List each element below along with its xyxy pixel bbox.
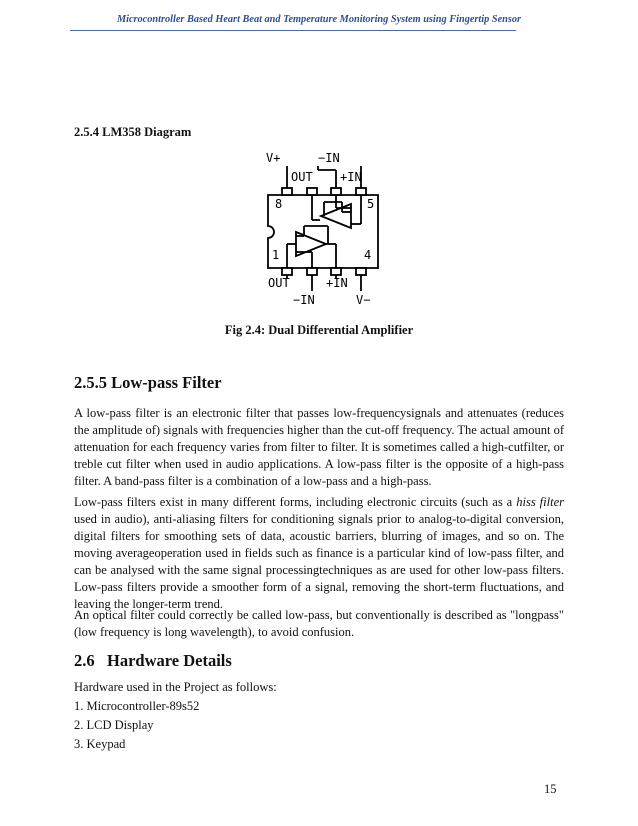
paragraph-text: used in audio), anti-aliasing filters for conditioning signals prior to analog-to-digital conversion, digital filters for smoothing sets of data, acoustic barriers, blurring of images, and so on. The moving averageoperation used in fields such as finance is a particular kind of low-pass filter, and can be analysed with the same signal processingtechniques as are used for other low-pass filters. Low-pass filters provide a smoother form of a signal, removing the short-term fluctuations, and leaving the longer-term trend. — [74, 512, 564, 611]
page-number: 15 — [544, 782, 557, 796]
hardware-list-item: 3. Keypad — [74, 737, 126, 751]
section-heading-lm358: 2.5.4 LM358 Diagram — [74, 125, 192, 139]
emphasis-hiss-filter: hiss filter — [516, 495, 564, 509]
pin-label-out-top: OUT — [291, 170, 313, 184]
section-heading-hardware: 2.6 Hardware Details — [74, 651, 232, 670]
pin-label-minus-in-bottom: −IN — [293, 293, 315, 307]
paragraph-optical-filter: An optical filter could correctly be called low-pass, but conventionally is described as "longpass" (low frequency is long wavelength), to avoid confusion. — [74, 608, 564, 639]
section-heading-low-pass: 2.5.5 Low-pass Filter — [74, 373, 222, 392]
hardware-list-item: 2. LCD Display — [74, 718, 154, 732]
hardware-list-item: 1. Microcontroller-89s52 — [74, 699, 200, 713]
pin-number-5: 5 — [367, 197, 375, 211]
pin-number-8: 8 — [275, 197, 283, 211]
pin-label-out-bottom: OUT — [268, 276, 290, 290]
paragraph-low-pass-forms — [74, 494, 564, 613]
lm358-pinout-diagram — [258, 148, 388, 308]
pin-number-4: 4 — [364, 248, 372, 262]
pin-label-plus-in-bottom: +IN — [326, 276, 348, 290]
paragraph-low-pass-definition: A low-pass filter is an electronic filter that passes low-frequencysignals and attenuates (reduces the amplitude of) signals with frequencies higher than the cut-off frequency. The actual amount of attenuation for each frequency varies from filter to filter. It is sometimes called a high-cutfilter, or treble cut filter when used in audio applications. A low-pass filter is the opposite of a high-pass filter. A band-pass filter is a combination of a low-pass and a high-pass. — [74, 406, 564, 488]
hardware-intro: Hardware used in the Project as follows: — [74, 680, 277, 694]
pin-label-vplus: V+ — [266, 151, 281, 165]
pin-number-1: 1 — [272, 248, 280, 262]
running-header: Microcontroller Based Heart Beat and Temperature Monitoring System using Fingertip Sensor — [116, 14, 522, 25]
pin-label-vminus: V− — [356, 293, 371, 307]
pin-label-minus-in-top: −IN — [318, 151, 340, 165]
pin-label-plus-in-top: +IN — [340, 170, 362, 184]
header-divider — [70, 30, 516, 31]
figure-caption: Fig 2.4: Dual Differential Amplifier — [224, 323, 414, 337]
paragraph-text: Low-pass filters exist in many different forms, including electronic circuits (such as a — [74, 495, 517, 509]
